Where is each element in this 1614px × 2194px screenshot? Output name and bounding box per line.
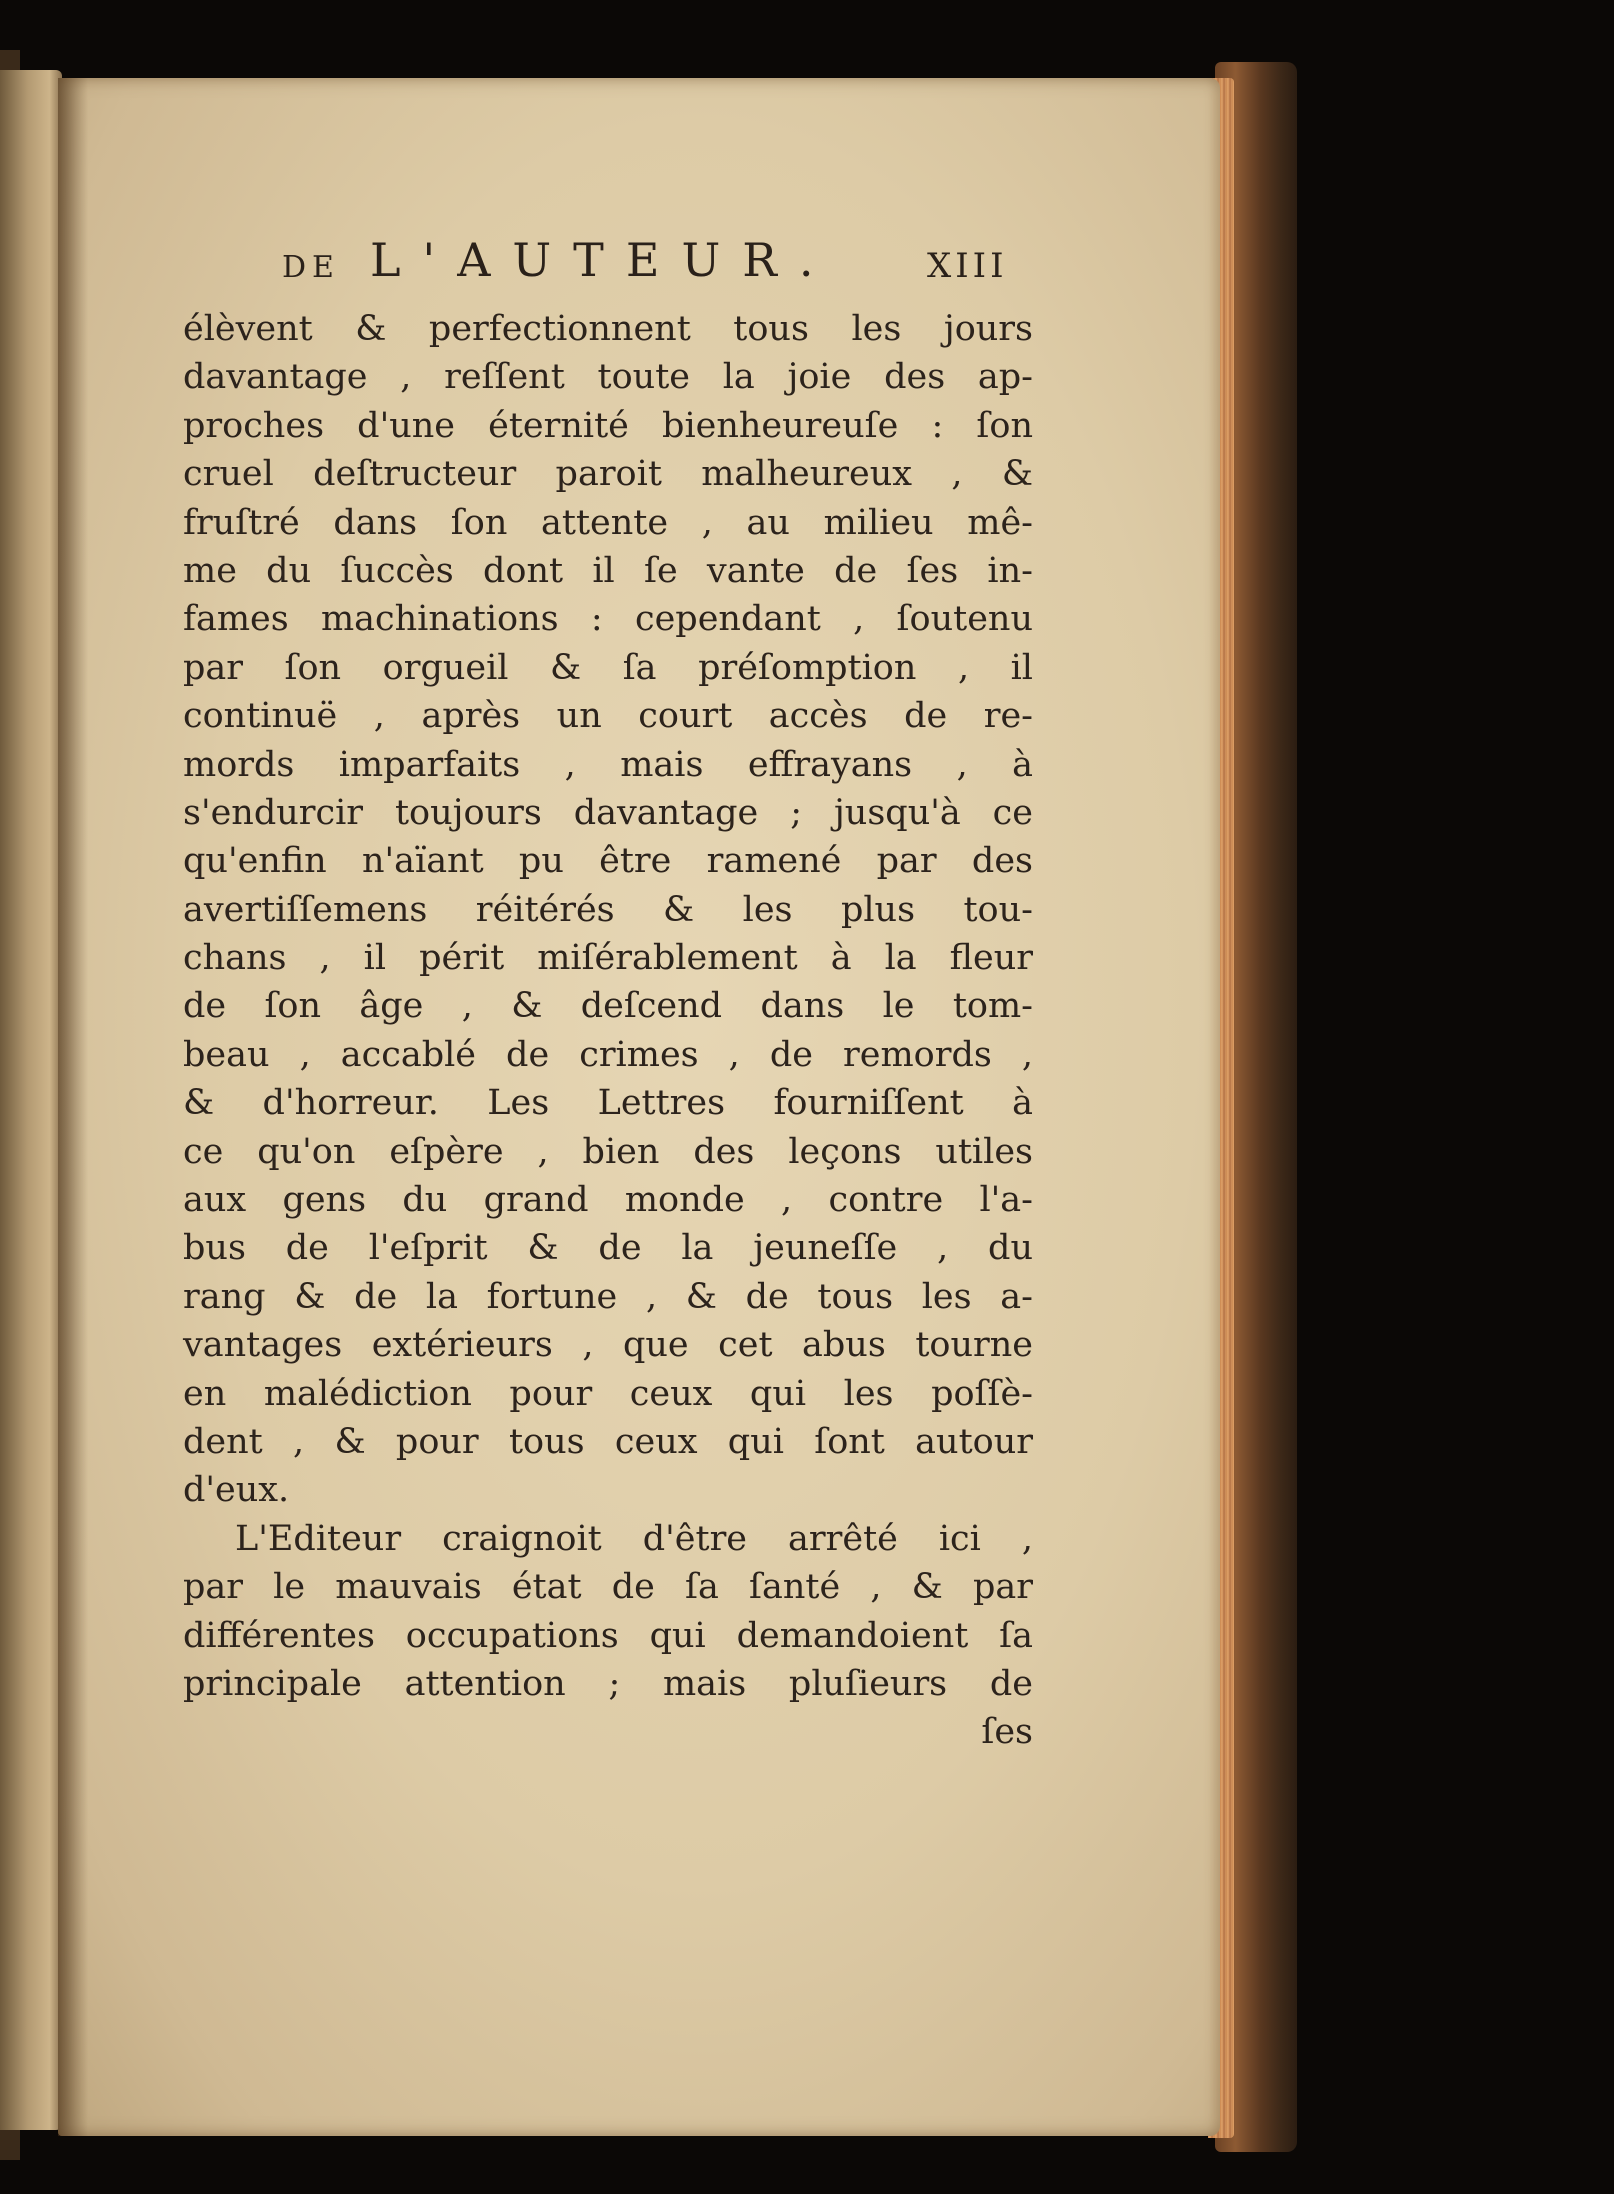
- text-line: beau , accablé de crimes , de remords ,: [183, 1034, 1033, 1075]
- text-line: de ſon âge , & deſcend dans le tom-: [183, 986, 1033, 1027]
- text-line: différentes occupations qui demandoient ſa: [183, 1615, 1033, 1656]
- text-line: rang & de la fortune , & de tous les a-: [183, 1276, 1033, 1317]
- running-header-title: L'AUTEUR.: [370, 233, 836, 287]
- page-gutter-shadow: [58, 78, 88, 2136]
- text-line: cruel deſtructeur paroit malheureux , &: [183, 454, 1033, 495]
- page-number: XIII: [927, 246, 1008, 286]
- text-line: aux gens du grand monde , contre l'a-: [183, 1180, 1033, 1221]
- text-line: s'endurcir toujours davantage ; jusqu'à ce: [183, 792, 1033, 833]
- text-line: mords imparfaits , mais effrayans , à: [183, 744, 1033, 785]
- text-line: par ſon orgueil & ſa préſomption , il: [183, 647, 1033, 688]
- text-line: fames machinations : cependant , ſoutenu: [183, 599, 1033, 640]
- text-line: principale attention ; mais pluſieurs de: [183, 1663, 1033, 1704]
- text-line: L'Editeur craignoit d'être arrêté ici ,: [235, 1518, 1033, 1559]
- previous-page-edge: [0, 70, 62, 2130]
- text-line: ce qu'on eſpère , bien des leçons utiles: [183, 1131, 1033, 1172]
- text-line: bus de l'eſprit & de la jeuneſſe , du: [183, 1228, 1033, 1269]
- text-line: dent , & pour tous ceux qui ſont autour: [183, 1421, 1033, 1462]
- text-line: me du ſuccès dont il ſe vante de ſes in-: [183, 550, 1033, 591]
- text-line: qu'enfin n'aïant pu être ramené par des: [183, 841, 1033, 882]
- text-line: davantage , reſſent toute la joie des ap-: [183, 357, 1033, 398]
- text-line: continuë , après un court accès de re-: [183, 696, 1033, 737]
- text-line: d'eux.: [183, 1470, 290, 1511]
- running-header-prefix: DE: [282, 250, 340, 285]
- text-line: fruſtré dans ſon attente , au milieu mê-: [183, 502, 1033, 543]
- catchword: ſes: [981, 1712, 1033, 1753]
- text-line: chans , il périt miſérablement à la fleur: [183, 938, 1033, 979]
- body-text: [183, 305, 1033, 1757]
- text-line: & d'horreur. Les Lettres fourniſſent à: [183, 1083, 1033, 1124]
- text-line: en malédiction pour ceux qui les poſſè-: [183, 1373, 1033, 1414]
- text-line: proches d'une éternité bienheureuſe : ſon: [183, 405, 1033, 446]
- text-line: par le mauvais état de ſa ſanté , & par: [183, 1567, 1033, 1608]
- text-line: avertiſſemens réitérés & les plus tou-: [183, 889, 1033, 930]
- text-line: élèvent & perfectionnent tous les jours: [183, 309, 1033, 349]
- text-line: vantages extérieurs , que cet abus tourne: [183, 1325, 1033, 1366]
